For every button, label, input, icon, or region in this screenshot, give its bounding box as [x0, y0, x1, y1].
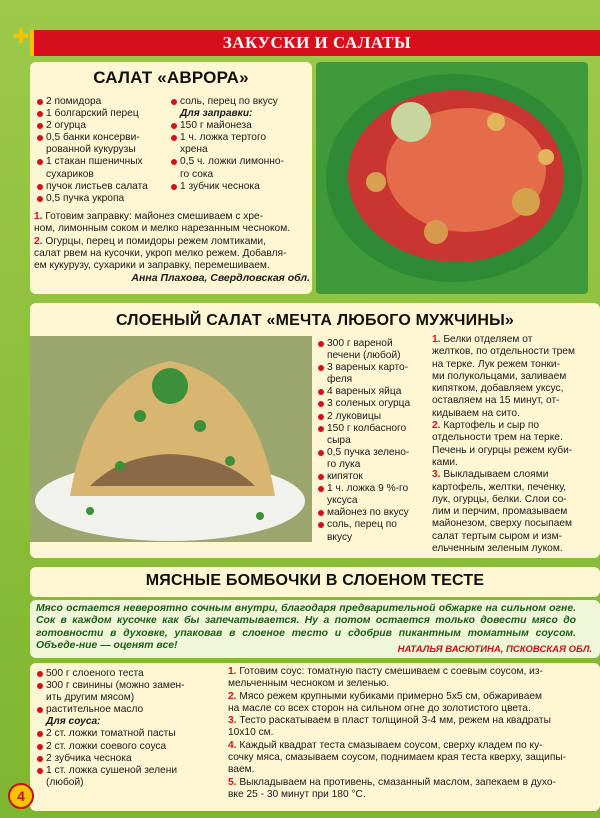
step-text: Огурцы, перец и помидоры режем ломтиками, — [42, 235, 266, 247]
step-text: ем кукурузу, сухарики и заправку, перемешиваем. — [34, 260, 270, 272]
step-text: салат рвем на кусочки, укроп мелко режем. Добавля- — [34, 247, 287, 259]
step-text: Каждый квадрат теста смазываем соусом, сверху кладем по ку- — [236, 739, 543, 751]
step-text: Выкладываем на противень, смазанный маслом, запекаем в духо- — [236, 776, 556, 788]
step-line — [228, 752, 590, 764]
step-line — [432, 420, 590, 432]
step-text: Мясо режем крупными кубиками примерно 5х5 см, обжариваем — [236, 690, 543, 702]
layered-salad-image — [30, 336, 312, 542]
step-line — [34, 211, 310, 223]
recipe-bombs-author: НАТАЛЬЯ ВАСЮТИНА, ПСКОВСКАЯ ОБЛ. — [397, 644, 592, 655]
step-number: 5. — [228, 776, 237, 788]
step-text: вке 25 - 30 минут при 180 °С. — [228, 788, 366, 800]
step-text: Готовим соус: томатную пасту смешиваем с соевым соусом, из- — [236, 666, 543, 677]
step-number: 1. — [34, 211, 43, 222]
step-line — [228, 678, 590, 690]
ingredient-item: 4 вареных яйца — [317, 386, 427, 398]
step-text: Печень и огурцы режем куби- — [432, 444, 573, 456]
cross-icon: ✚ — [12, 26, 30, 48]
step-text: ельченным зеленым луком. — [432, 543, 563, 555]
step-line — [34, 260, 310, 272]
step-line — [432, 432, 590, 444]
step-line — [228, 764, 590, 776]
ingredient-item: 1 ч. ложка 9 %-го — [317, 483, 427, 495]
step-text: Тесто раскатываем в пласт толщиной 3-4 мм, режем на квадраты — [236, 715, 551, 727]
step-line — [432, 395, 590, 407]
step-line — [432, 531, 590, 543]
step-line — [432, 518, 590, 530]
ingredient-subheading: Для заправки: — [180, 108, 253, 120]
step-text: оставляем на 15 минут, от- — [432, 395, 560, 407]
step-text: Белки отделяем от — [440, 334, 533, 345]
ingredient-item: кипяток — [317, 471, 427, 483]
recipe-dream-title: СЛОЕНЫЙ САЛАТ «МЕЧТА ЛЮБОГО МУЖЧИНЫ» — [115, 312, 515, 329]
step-number: 3. — [228, 715, 237, 727]
step-text: сочку мяса, смазываем соусом, поднимаем края теста кверху, защипы- — [228, 752, 567, 764]
step-text: мельченным чесноком и зеленью. — [228, 678, 390, 690]
step-line — [432, 482, 590, 494]
step-text: ном, лимонным соком и мелко нарезанным чесноком. — [34, 223, 291, 235]
step-text: лим и перчим, промазываем — [432, 506, 568, 518]
step-line — [432, 359, 590, 371]
recipe-bombs-ingredients — [36, 668, 222, 789]
ingredient-item: уксуса — [327, 495, 358, 507]
step-number: 3. — [432, 469, 441, 481]
step-line — [34, 248, 310, 260]
recipe-bombs-title: МЯСНЫЕ БОМБОЧКИ В СЛОЕНОМ ТЕСТЕ — [145, 572, 485, 589]
step-number: 4. — [228, 739, 237, 751]
step-line — [432, 457, 590, 469]
recipe-dream-steps — [432, 334, 590, 555]
step-line — [228, 691, 590, 703]
ingredient-item: 2 зубчика чеснока — [36, 753, 222, 765]
recipe-aurora-ingredients-left — [36, 96, 164, 205]
step-line — [228, 740, 590, 752]
step-line — [228, 789, 590, 801]
step-text: ками. — [432, 456, 458, 468]
ingredient-item: хрена — [180, 144, 208, 156]
step-text: Картофель и сыр по — [440, 420, 539, 432]
step-text: ми полукольцами, заливаем — [432, 370, 567, 382]
ingredient-item: го лука — [327, 458, 361, 470]
step-text: отдельности трем на терке. — [432, 432, 563, 444]
ingredient-item: 2 ст. ложки томатной пасты — [36, 728, 222, 740]
step-line — [228, 727, 590, 739]
step-line — [432, 371, 590, 383]
step-line — [228, 703, 590, 715]
ingredient-subheading: Для соуса: — [46, 716, 101, 728]
step-text: лук, огурцы, белки. Слои со- — [432, 493, 567, 505]
step-text: картофель, желтки, печенку, — [432, 481, 567, 493]
step-text: салат тертым сыром и изм- — [432, 530, 562, 542]
ingredient-item: 150 г колбасного — [317, 423, 427, 435]
recipe-aurora-ingredients-right — [170, 96, 310, 193]
ingredient-item: майонез по вкусу — [317, 507, 427, 519]
step-text: кидываем на сито. — [432, 407, 520, 419]
step-line — [228, 666, 590, 678]
ingredient-item: 1 ст. ложка сушеной зелени — [36, 765, 222, 777]
step-text: желтков, по отдельности трем — [432, 346, 575, 358]
ingredient-item: феля — [327, 374, 353, 386]
step-line — [432, 469, 590, 481]
ingredient-item: 300 г свинины (можно замен- — [36, 680, 222, 692]
step-line — [432, 383, 590, 395]
step-line — [228, 777, 590, 789]
ingredient-item: 1 болгарский перец — [36, 108, 164, 120]
section-title: ЗАКУСКИ И САЛАТЫ — [222, 33, 412, 52]
ingredient-item: 300 г вареной — [317, 338, 427, 350]
step-number: 2. — [228, 690, 237, 702]
layered-salad-photo — [30, 336, 312, 542]
ingredient-item: 0,5 банки консерви- — [36, 132, 164, 144]
ingredient-item: соль, перец по вкусу — [170, 96, 310, 108]
ingredient-item: 1 стакан пшеничных — [36, 156, 164, 168]
step-text: Выкладываем слоями — [440, 469, 549, 481]
ingredient-item: рованной кукурузы — [46, 144, 136, 156]
step-number: 1. — [228, 666, 237, 677]
step-line — [432, 445, 590, 457]
section-header — [30, 30, 600, 56]
step-text: майонезом, сверху посыпаем — [432, 518, 573, 530]
recipe-aurora-title: САЛАТ «АВРОРА» — [93, 68, 249, 87]
ingredient-item: печени (любой) — [327, 350, 401, 362]
step-text: на масле со всех сторон на сильном огне до золотистого цвета. — [228, 702, 531, 714]
step-line — [432, 346, 590, 358]
recipe-aurora-steps — [34, 211, 310, 272]
step-text: кипятком, добавляем уксус, — [432, 383, 564, 395]
step-text: Готовим заправку: майонез смешиваем с хре- — [42, 211, 264, 222]
recipe-bombs-intro: Мясо остается невероятно сочным внутри, благодаря предварительной обжарке на сильном огне. Сок в каждом кусочке как бы запечатывается. Ну а потом остается только довести мясо до готовности в духовке, упаковав в слоеное тесто и сдобрив пикантным томатным соусом. Объеде-ние — оценят все! — [36, 603, 576, 651]
ingredient-item: 150 г майонеза — [170, 120, 310, 132]
ingredient-item: 0,5 пучка зелено- — [317, 447, 427, 459]
recipe-dream-ingredients — [317, 338, 427, 544]
ingredient-item: 2 ст. ложки соевого соуса — [36, 741, 222, 753]
ingredient-item: растительное масло — [36, 704, 222, 716]
ingredient-item: 500 г слоеного теста — [36, 668, 222, 680]
step-line — [432, 408, 590, 420]
step-text: на терке. Лук режем тонки- — [432, 358, 561, 370]
step-line — [34, 223, 310, 235]
ingredient-item: вкусу — [327, 531, 353, 543]
ingredient-item: 1 зубчик чеснока — [170, 181, 310, 193]
step-text: ваем. — [228, 764, 255, 776]
ingredient-item: сухариков — [46, 168, 94, 180]
ingredient-item: го сока — [180, 168, 214, 180]
ingredient-item: (любой) — [46, 776, 84, 788]
step-line — [432, 506, 590, 518]
ingredient-item: 2 огурца — [36, 120, 164, 132]
step-line — [34, 236, 310, 248]
page-number-label: 4 — [17, 788, 25, 804]
ingredient-item: ить другим мясом) — [46, 692, 135, 704]
step-line — [432, 494, 590, 506]
step-number: 2. — [432, 420, 441, 432]
ingredient-item: 0,5 ч. ложки лимонно- — [170, 156, 310, 168]
ingredient-item: пучок листьев салата — [36, 181, 164, 193]
recipe-aurora-author: Анна Плахова, Свердловская обл. — [131, 272, 310, 284]
step-line — [432, 543, 590, 555]
ingredient-item: 2 луковицы — [317, 411, 427, 423]
ingredient-item: 2 помидора — [36, 96, 164, 108]
ingredient-item: 3 соленых огурца — [317, 398, 427, 410]
recipe-bombs-steps — [228, 666, 590, 801]
page-number — [8, 783, 34, 809]
ingredient-item: 0,5 пучка укропа — [36, 193, 164, 205]
ingredient-item: сыра — [327, 434, 351, 446]
step-number: 1. — [432, 334, 441, 345]
ingredient-item: соль, перец по — [317, 519, 427, 531]
salad-aurora-photo — [316, 62, 588, 294]
step-line — [228, 715, 590, 727]
step-line — [432, 334, 590, 346]
step-number: 2. — [34, 235, 43, 247]
ingredient-item: 3 вареных карто- — [317, 362, 427, 374]
ingredient-item: 1 ч. ложка тертого — [170, 132, 310, 144]
salad-plate-image — [316, 62, 588, 294]
step-text: 10х10 см. — [228, 727, 274, 739]
